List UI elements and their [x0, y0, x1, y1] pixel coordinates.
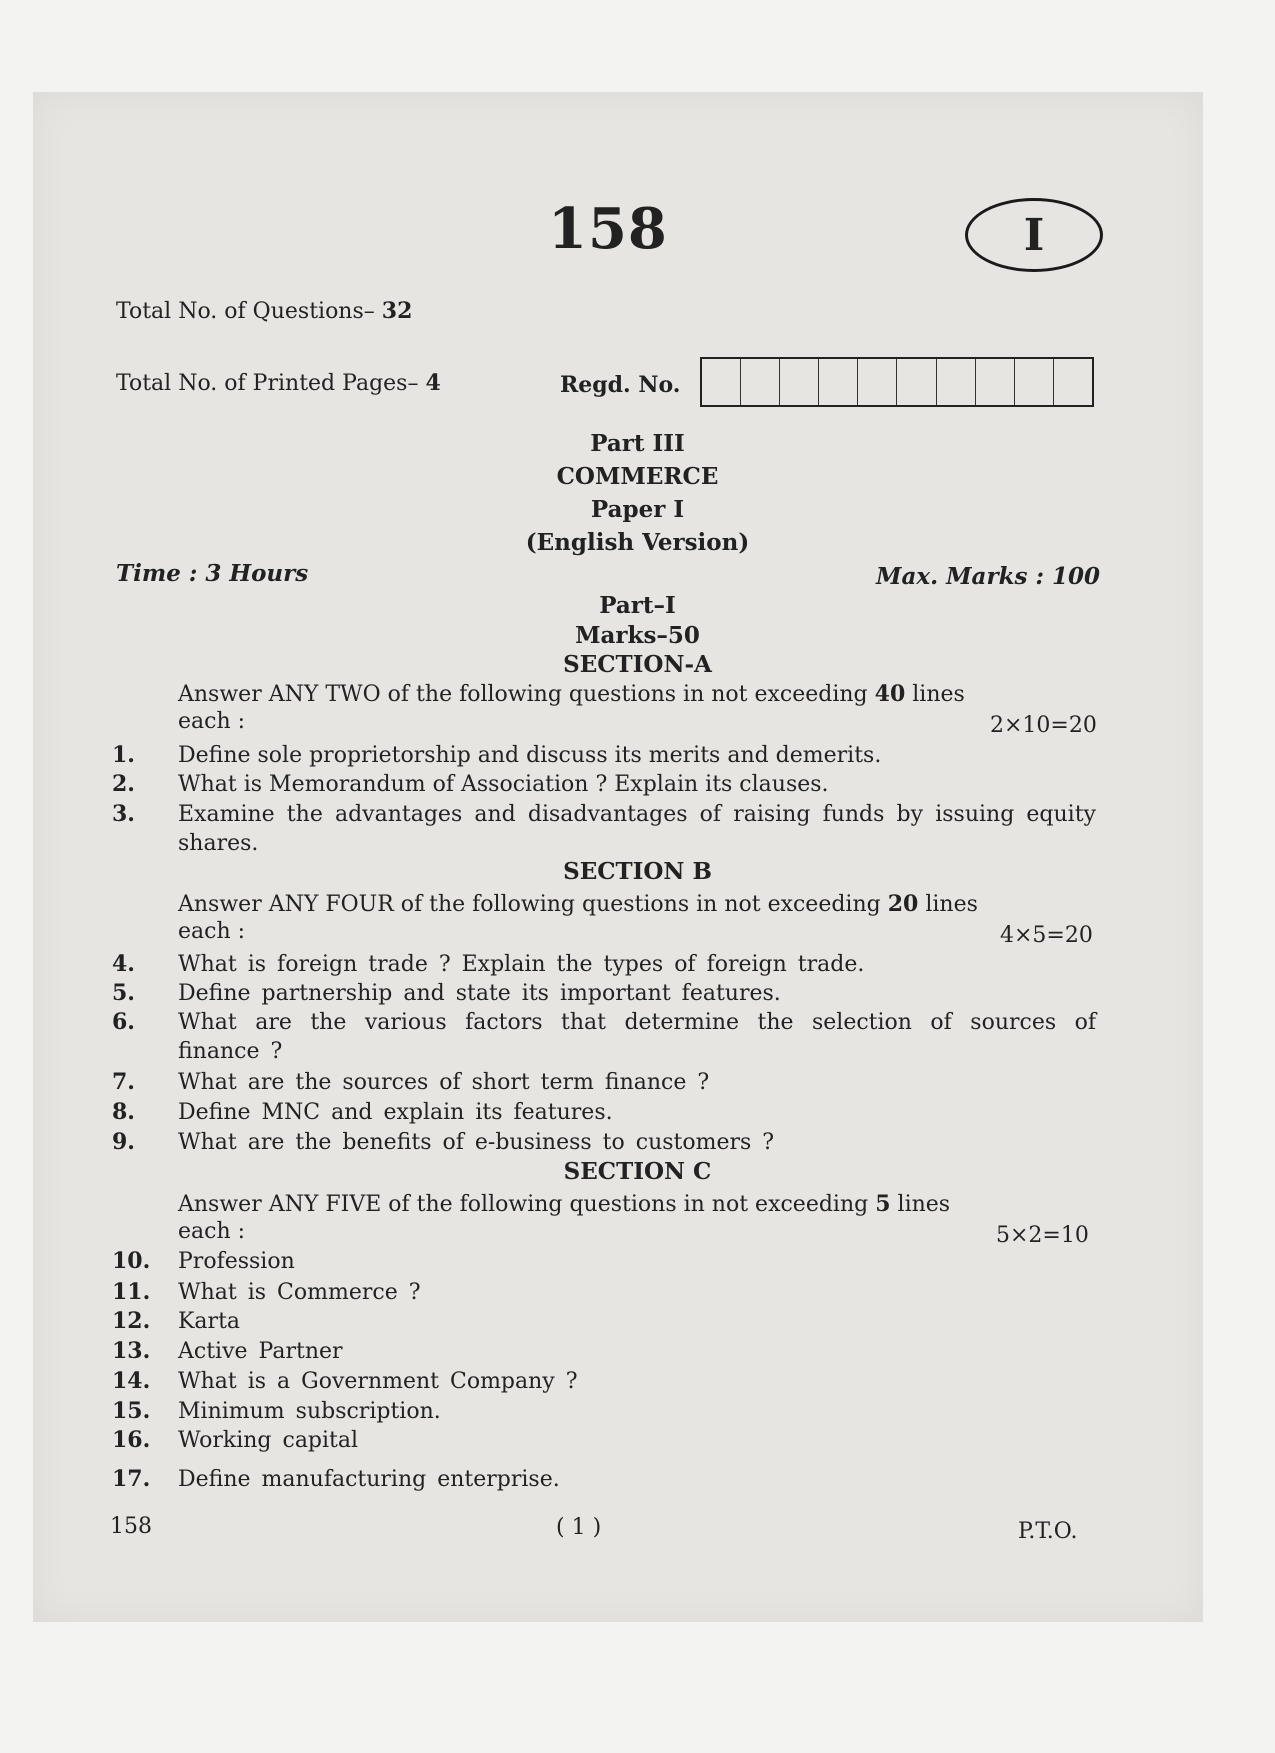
part-label: Part–I	[599, 592, 676, 619]
question	[112, 1367, 1097, 1396]
regd-box[interactable]	[702, 359, 741, 405]
question	[112, 1098, 1097, 1127]
question-text: Active Partner	[178, 1339, 343, 1364]
section-b-marks: 4×5=20	[1000, 923, 1093, 948]
question	[112, 1008, 1097, 1066]
question-number: 8.	[112, 1099, 135, 1125]
section-c-instruction	[178, 1189, 1096, 1220]
total-pages-value: 4	[425, 370, 441, 396]
question-number: 1.	[112, 742, 135, 768]
regd-box[interactable]	[819, 359, 858, 405]
question	[112, 1397, 1097, 1426]
question-text: Define partnership and state its important features.	[178, 981, 781, 1006]
question-number: 2.	[112, 771, 135, 797]
question-number: 15.	[112, 1398, 151, 1424]
question-text: What is a Government Company ?	[178, 1369, 578, 1394]
question	[112, 979, 1097, 1008]
part-title: Part III	[590, 430, 685, 457]
question	[112, 1247, 1097, 1276]
instruction-text: Answer ANY FOUR of the following questions in not exceeding	[178, 892, 881, 917]
set-label: I	[1023, 209, 1045, 261]
paper-title: Paper I	[590, 496, 685, 523]
question-text: Define sole proprietorship and discuss its merits and demerits.	[178, 743, 882, 768]
regd-number-boxes[interactable]	[700, 357, 1094, 407]
question-text: What are the benefits of e-business to customers ?	[178, 1130, 775, 1155]
question-text: Profession	[178, 1249, 295, 1274]
question-number: 7.	[112, 1069, 135, 1095]
regd-box[interactable]	[897, 359, 936, 405]
question-text: Define MNC and explain its features.	[178, 1100, 613, 1125]
regd-box[interactable]	[858, 359, 897, 405]
total-questions-value: 32	[381, 298, 413, 324]
question-number: 9.	[112, 1129, 135, 1155]
question-text: What is Memorandum of Association ? Explain its clauses.	[178, 772, 829, 797]
question	[112, 1128, 1097, 1157]
regd-box[interactable]	[1015, 359, 1054, 405]
instruction-lines: 5	[875, 1191, 891, 1217]
instruction-text: Answer ANY TWO of the following questions in not exceeding	[178, 682, 868, 707]
total-pages	[116, 370, 441, 396]
question-number: 4.	[112, 951, 135, 977]
question	[112, 1278, 1097, 1307]
regd-label: Regd. No.	[560, 372, 681, 398]
question-text: What are the sources of short term finance ?	[178, 1070, 710, 1095]
section-b-heading: SECTION B	[563, 858, 712, 885]
question-number: 3.	[112, 801, 135, 827]
question	[112, 1068, 1097, 1097]
instruction-suffix: lines	[925, 892, 978, 917]
question	[112, 741, 1097, 770]
question-text: Define manufacturing enterprise.	[178, 1467, 560, 1492]
question-text: What is Commerce ?	[178, 1280, 421, 1305]
instruction-suffix: lines	[912, 682, 965, 707]
regd-box[interactable]	[937, 359, 976, 405]
question-text: Karta	[178, 1309, 241, 1334]
question	[112, 950, 1097, 979]
question-text: What is foreign trade ? Explain the types of foreign trade.	[178, 952, 865, 977]
regd-box[interactable]	[1054, 359, 1092, 405]
regd-box[interactable]	[780, 359, 819, 405]
question-number: 12.	[112, 1308, 151, 1334]
question	[112, 1426, 1097, 1455]
regd-box[interactable]	[741, 359, 780, 405]
question	[112, 1337, 1097, 1366]
question	[112, 1307, 1097, 1336]
question-number: 5.	[112, 980, 135, 1006]
instruction-text: Answer ANY FIVE of the following questions in not exceeding	[178, 1192, 869, 1217]
question-number: 11.	[112, 1279, 151, 1305]
section-a-instruction	[178, 679, 1096, 710]
question-text: Working capital	[178, 1428, 359, 1453]
total-questions	[116, 298, 412, 324]
instruction-lines: 20	[887, 891, 919, 917]
question-number: 13.	[112, 1338, 151, 1364]
question	[112, 800, 1097, 858]
pto-label: P.T.O.	[1018, 1519, 1078, 1544]
part-marks: Marks–50	[575, 622, 700, 649]
page-number: ( 1 )	[556, 1515, 602, 1540]
section-c-each: each :	[178, 1219, 246, 1244]
question	[112, 770, 1097, 799]
total-questions-label: Total No. of Questions–	[116, 299, 375, 324]
subject-title: COMMERCE	[556, 463, 719, 490]
section-c-marks: 5×2=10	[996, 1223, 1089, 1248]
regd-box[interactable]	[976, 359, 1015, 405]
instruction-lines: 40	[874, 681, 906, 707]
section-c-heading: SECTION C	[563, 1158, 712, 1185]
question-text: Minimum subscription.	[178, 1399, 441, 1424]
set-badge	[965, 198, 1103, 272]
question-number: 16.	[112, 1427, 151, 1453]
question-number: 10.	[112, 1248, 151, 1274]
question-text: Examine the advantages and disadvantages of raising funds by issuing equity shares.	[178, 802, 1096, 856]
max-marks-label: Max. Marks : 100	[876, 563, 1100, 590]
question	[112, 1465, 1097, 1494]
section-a-heading: SECTION-A	[563, 651, 712, 678]
version-title: (English Version)	[525, 529, 750, 556]
section-a-each: each :	[178, 709, 246, 734]
question-number: 6.	[112, 1009, 135, 1035]
question-number: 14.	[112, 1368, 151, 1394]
section-a-marks: 2×10=20	[990, 713, 1097, 738]
total-pages-label: Total No. of Printed Pages–	[116, 371, 419, 396]
instruction-suffix: lines	[897, 1192, 951, 1217]
question-text: What are the various factors that determine the selection of sources of finance ?	[178, 1010, 1096, 1064]
question-number: 17.	[112, 1466, 151, 1492]
paper-code: 158	[548, 196, 668, 262]
time-label: Time : 3 Hours	[116, 560, 309, 587]
section-b-instruction	[178, 889, 1096, 920]
section-b-each: each :	[178, 919, 246, 944]
footer-code: 158	[110, 1514, 152, 1539]
